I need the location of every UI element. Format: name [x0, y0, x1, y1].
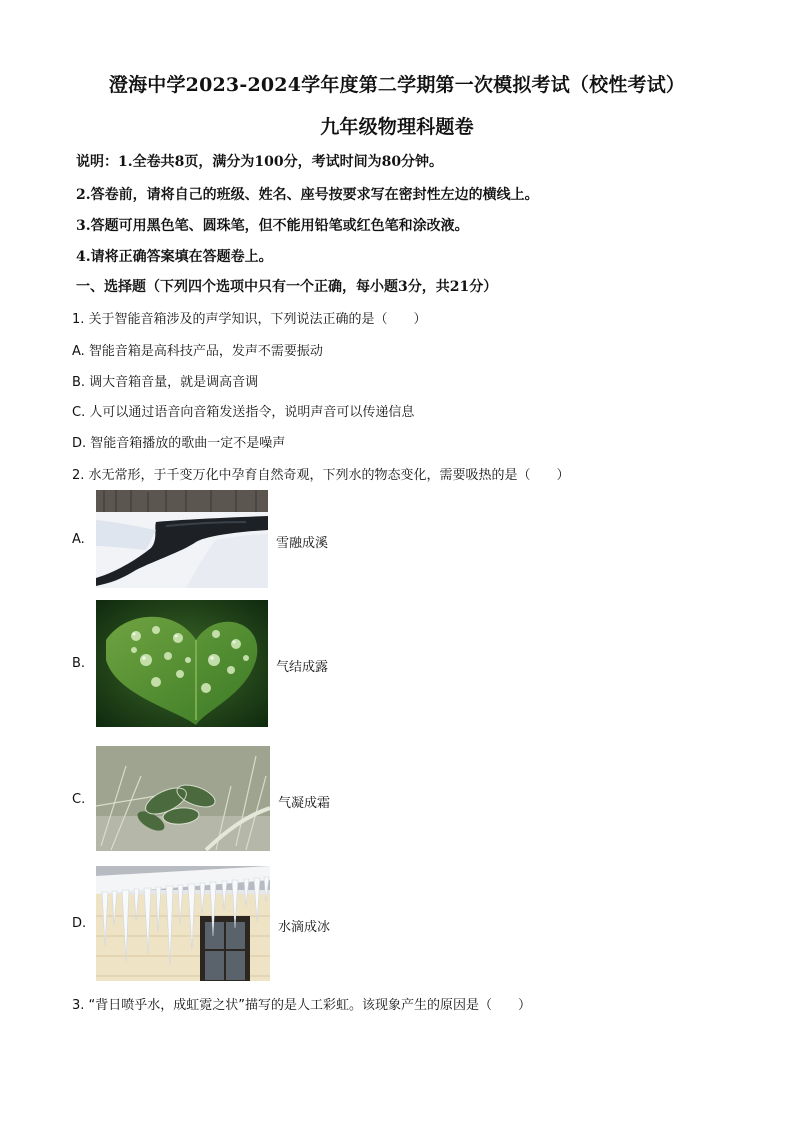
question-2-option-d — [72, 866, 772, 982]
question-2-option-c — [72, 746, 772, 852]
exam-subtitle: 九年级物理科题卷 — [320, 116, 474, 138]
snow-creek-photo-icon — [96, 490, 268, 588]
option-letter: A. — [72, 532, 85, 547]
section-heading: 一、选择题（下列四个选项中只有一个正确，每小题3分，共21分） — [76, 279, 498, 295]
question-1-option-c: C. 人可以通过语音向音箱发送指令，说明声音可以传递信息 — [72, 405, 415, 420]
option-caption: 水滴成冰 — [278, 920, 331, 935]
question-1-option-d: D. 智能音箱播放的歌曲一定不是噪声 — [72, 436, 286, 451]
option-caption: 气结成露 — [276, 660, 329, 675]
exam-title: 澄海中学2023-2024学年度第二学期第一次模拟考试（校性考试） — [108, 74, 686, 96]
question-1-option-a: A. 智能音箱是高科技产品，发声不需要振动 — [72, 344, 323, 359]
instruction-1: 说明：1.全卷共8页，满分为100分，考试时间为80分钟。 — [76, 154, 444, 170]
option-caption: 气凝成霜 — [278, 796, 331, 811]
option-letter: D. — [72, 916, 87, 931]
icicles-photo-icon — [96, 866, 270, 981]
question-2-option-a — [72, 490, 772, 590]
question-1-stem: 1. 关于智能音箱涉及的声学知识，下列说法正确的是（ ） — [72, 312, 427, 327]
question-2-stem: 2. 水无常形，于千变万化中孕育自然奇观，下列水的物态变化，需要吸热的是（ ） — [72, 468, 570, 483]
option-letter: B. — [72, 656, 86, 671]
dew-leaf-photo-icon — [96, 600, 268, 727]
instruction-3: 3.答题可用黑色笔、圆珠笔，但不能用铅笔或红色笔和涂改液。 — [76, 218, 469, 234]
instruction-2: 2.答卷前，请将自己的班级、姓名、座号按要求写在密封性左边的横线上。 — [76, 187, 539, 203]
question-3-stem: 3. “背日喷乎水，成虹霓之状”描写的是人工彩虹。该现象产生的原因是（ ） — [72, 998, 532, 1013]
option-caption: 雪融成溪 — [276, 536, 329, 551]
option-letter: C. — [72, 792, 86, 807]
instruction-4: 4.请将正确答案填在答题卷上。 — [76, 249, 273, 265]
question-1-option-b: B. 调大音箱音量，就是调高音调 — [72, 375, 259, 390]
question-2-option-b — [72, 600, 772, 728]
frost-plant-photo-icon — [96, 746, 270, 851]
